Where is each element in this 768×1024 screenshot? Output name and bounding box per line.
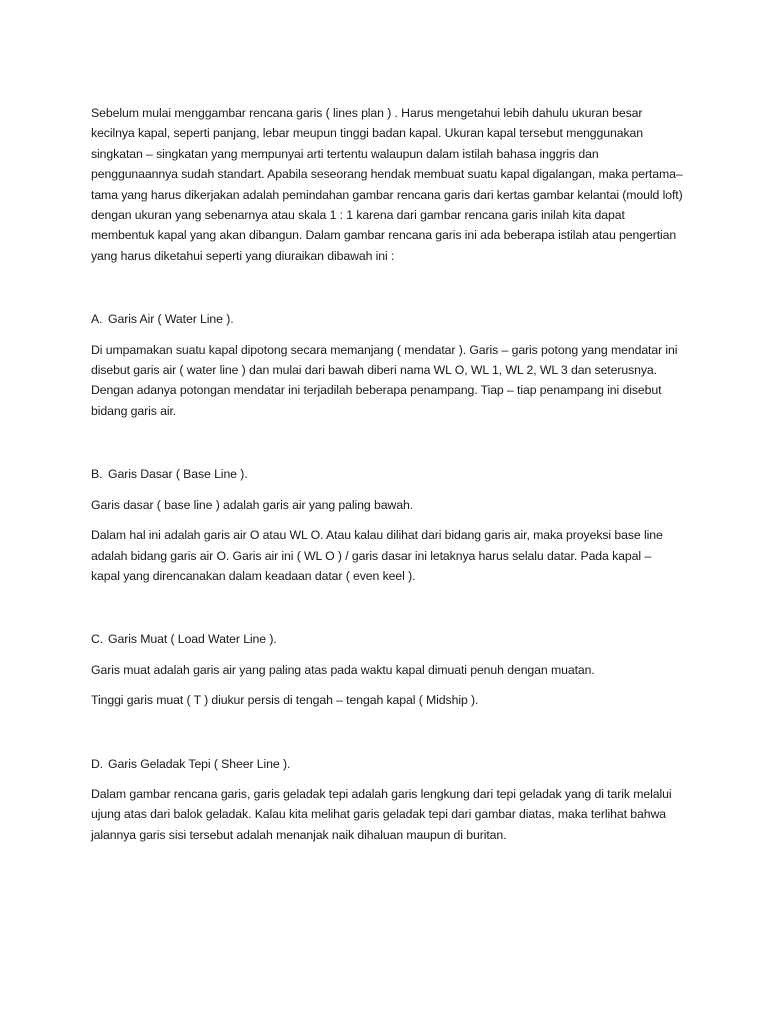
section-c-title: Garis Muat ( Load Water Line ).	[108, 632, 277, 647]
section-a-heading	[91, 309, 683, 329]
section-c-heading	[91, 629, 683, 649]
section-c-letter: C.	[91, 632, 104, 647]
section-b-paragraph-2: Dalam hal ini adalah garis air O atau WL O. Atau kalau dilihat dari bidang garis air, maka proyeksi base line adalah bidang garis air O. Garis air ini ( WL O ) / garis dasar ini letaknya harus selalu datar. Pada kapal – kapal yang direncanakan dalam keadaan datar ( even keel ).	[91, 528, 663, 583]
section-b-title: Garis Dasar ( Base Line ).	[108, 467, 248, 482]
section-a-title: Garis Air ( Water Line ).	[108, 312, 234, 327]
section-b-paragraph-1: Garis dasar ( base line ) adalah garis air yang paling bawah.	[91, 497, 414, 512]
section-c-paragraph-2: Tinggi garis muat ( T ) diukur persis di tengah – tengah kapal ( Midship ).	[91, 693, 479, 708]
document-page	[91, 103, 683, 845]
section-a-letter: A.	[91, 312, 103, 327]
section-a-paragraph-1: Di umpamakan suatu kapal dipotong secara memanjang ( mendatar ). Garis – garis potong yang mendatar ini disebut garis air ( water line ) dan mulai dari bawah diberi nama WL O, WL 1, WL 2, WL 3 dan seterusnya. Dengan adanya potongan mendatar ini terjadilah beberapa penampang. Tiap – tiap penampang ini disebut bidang garis air.	[91, 342, 678, 418]
section-b-heading	[91, 464, 683, 484]
section-b-letter: B.	[91, 467, 103, 482]
section-d-title: Garis Geladak Tepi ( Sheer Line ).	[108, 756, 291, 771]
intro-paragraph: Sebelum mulai menggambar rencana garis ( lines plan ) . Harus mengetahui lebih dahulu ukuran besar kecilnya kapal, seperti panjang, lebar meupun tinggi badan kapal. Ukuran kapal tersebut menggunakan singkatan – singkatan yang mempunyai arti tertentu walaupun dalam istilah bahasa inggris dan penggunaannya sudah standart. Apabila seseorang hendak membuat suatu kapal digalangan, maka pertama–tama yang harus dikerjakan adalah pemindahan gambar rencana garis dari kertas gambar kelantai (mould loft) dengan ukuran yang sebenarnya atau skala 1 : 1 karena dari gambar rencana garis inilah kita dapat membentuk kapal yang akan dibangun. Dalam gambar rencana garis ini ada beberapa istilah atau pengertian yang harus diketahui seperti yang diuraikan dibawah ini :	[91, 106, 683, 263]
section-d-paragraph-1: Dalam gambar rencana garis, garis geladak tepi adalah garis lengkung dari tepi geladak yang di tarik melalui ujung atas dari balok geladak. Kalau kita melihat garis geladak tepi dari gambar diatas, maka terlihat bahwa jalannya garis sisi tersebut adalah menanjak naik dihaluan maupun di buritan.	[91, 786, 672, 842]
section-d-letter: D.	[91, 756, 104, 771]
section-d-heading	[91, 754, 683, 774]
section-c-paragraph-1: Garis muat adalah garis air yang paling atas pada waktu kapal dimuati penuh dengan muatan.	[91, 662, 595, 677]
